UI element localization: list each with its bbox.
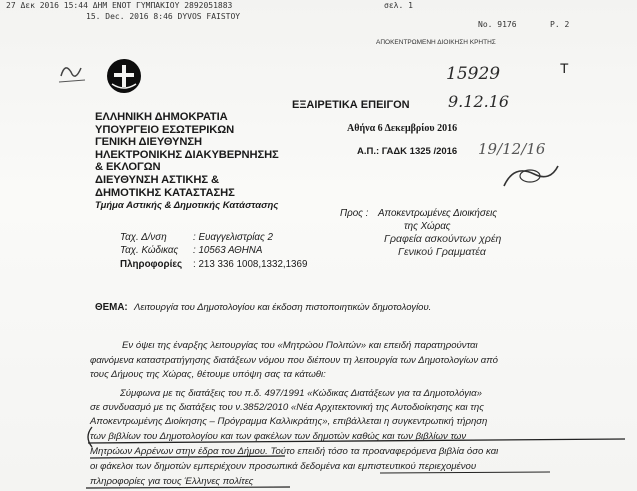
letterhead-line: & ΕΚΛΟΓΩΝ [95, 161, 161, 174]
letterhead-line: ΥΠΟΥΡΓΕΙΟ ΕΣΩΤΕΡΙΚΩΝ [95, 123, 235, 136]
body-line: Μητρώων Αρρένων στην έδρα του Δήμου. Τούτο επειδή τόσο τα προαναφερόμενα βιβλία όσο και [90, 446, 499, 457]
subject-label: ΘΕΜΑ: [95, 302, 128, 313]
fax-header-line: 27 Δεκ 2016 15:44 ΔΗΜ ΕΝΟΤ ΓΥΜΠΑΚΙΟΥ 2892051883 [6, 1, 233, 10]
recipient-line: της Χώρας [404, 221, 451, 232]
signature-scribble [500, 160, 570, 194]
margin-bracket [82, 425, 94, 449]
fax-page-number: P. 2 [550, 20, 570, 29]
recipient-line: Γραφεία ασκούντων χρέη [384, 233, 502, 245]
letterhead-line: ΔΙΕΥΘΥΝΣΗ ΑΣΤΙΚΗΣ & [95, 173, 219, 186]
info-label: Πληροφορίες [120, 259, 183, 270]
handwritten-underlines [80, 425, 630, 491]
handwritten-date: 19/12/16 [478, 140, 546, 158]
letterhead-line: ΗΛΕΚΤΡΟΝΙΚΗΣ ΔΙΑΚΥΒΕΡΝΗΣΗΣ [95, 148, 279, 161]
fax-page-label: σελ. 1 [384, 1, 413, 10]
handwritten-mark [55, 58, 95, 88]
stamp-title: ΑΠΟΚΕΝΤΡΩΜΕΝΗ ΔΙΟΙΚΗΣΗ ΚΡΗΤΗΣ [376, 39, 496, 46]
recipient-label: Προς : [340, 208, 369, 219]
stamp-corner-mark: T [560, 60, 569, 76]
body-line: τους Δήμους της Χώρας, θέτουμε υπόψη σας τα κάτωθι: [90, 369, 326, 380]
body-line: σε συνδυασμό με τις διατάξεις του ν.3852/2010 «Νέα Αρχιτεκτονική της Αυτοδιοίκησης και της [90, 402, 484, 413]
department: Τμήμα Αστικής & Δημοτικής Κατάστασης [95, 200, 279, 211]
address-label: Ταχ. Δ/νση [120, 232, 167, 243]
letterhead [95, 111, 279, 199]
info-value: : 213 336 1008,1332,1369 [193, 259, 308, 270]
body-line: Σύμφωνα με τις διατάξεις του π.δ. 497/1991 «Κώδικας Διατάξεων για τα Δημοτολόγια» [120, 388, 482, 399]
stamp-number: 15929 [446, 64, 501, 84]
letterhead-line: ΓΕΝΙΚΗ ΔΙΕΥΘΥΝΣΗ [95, 136, 202, 149]
body-line: οι φάκελοι των δημοτών εμπεριέχουν προσωπικά δεδομένα και εμπιστευτικού περιεχομένου [90, 461, 477, 472]
body-line: Αποκεντρωμένης Διοίκησης – Πρόγραμμα Καλλικράτης», επιβάλλεται η συγκεντρωτική τήρηση [90, 416, 488, 427]
body-line: φαινόμενα καταστρατήγησης διατάξεων νόμου που διέπουν τη λειτουργία των Δημοτολογίων από [90, 355, 499, 366]
postcode-label: Ταχ. Κώδικας [120, 245, 179, 256]
fax-header-line-2: 15. Dec. 2016 8:46 DYVOS FAISTOY [86, 12, 241, 21]
body-line: των βιβλίων του Δημοτολογίου και των φακέλων των δημοτών καθώς και των βιβλίων των [90, 431, 467, 442]
letterhead-line: ΔΗΜΟΤΙΚΗΣ ΚΑΤΑΣΤΑΣΗΣ [95, 186, 235, 199]
letterhead-line: ΕΛΛΗΝΙΚΗ ΔΗΜΟΚΡΑΤΙΑ [95, 111, 228, 123]
protocol-number: Α.Π.: ΓΑΔΚ 1325 /2016 [357, 146, 458, 157]
fax-number: No. 9176 [478, 20, 517, 29]
stamp-date: 9.12.16 [448, 92, 510, 111]
urgent-label: ΕΞΑΙΡΕΤΙΚΑ ΕΠΕΙΓΟΝ [292, 99, 410, 111]
address-value: : Ευαγγελιστρίας 2 [193, 232, 273, 243]
postcode-value: : 10563 ΑΘΗΝΑ [193, 245, 263, 256]
recipient-line: Γενικού Γραμματέα [398, 246, 486, 258]
date-line: Αθήνα 6 Δεκεμβρίου 2016 [347, 123, 458, 134]
body-line: πληροφορίες για τους Έλληνες πολίτες [90, 476, 254, 487]
hellenic-emblem-icon [104, 56, 144, 96]
subject-text: Λειτουργία του Δημοτολογίου και έκδοση πιστοποιητικών δημοτολογίου. [134, 302, 432, 313]
body-line: Εν όψει της έναρξης λειτουργίας του «Μητρώου Πολιτών» και επειδή παρατηρούνται [122, 340, 478, 351]
recipient-line: Αποκεντρωμένες Διοικήσεις [378, 208, 498, 219]
